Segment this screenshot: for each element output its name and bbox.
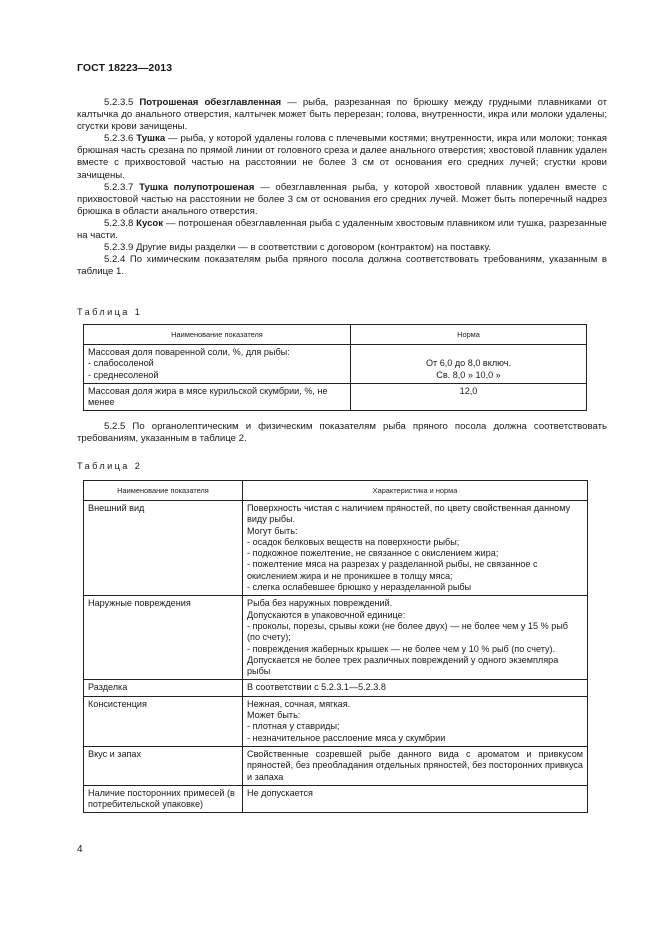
table-row <box>84 746 588 785</box>
table-header-row <box>84 325 587 345</box>
clause-5-2-5: 5.2.5 По органолептическим и физическим показателям рыба пряного посола должна соответствовать требованиям, указанным в таблице 2. <box>77 421 607 445</box>
clause-5-2-5-block <box>77 421 607 445</box>
table-row <box>84 501 588 596</box>
characteristic-cell: В соответствии с 5.2.3.1—5.2.3.8 <box>243 680 588 696</box>
table-2 <box>83 480 588 813</box>
term: Потрошеная обезглавленная <box>139 97 282 108</box>
indicator-cell: Вкус и запах <box>84 746 243 785</box>
table-row <box>84 596 588 680</box>
table-row <box>84 383 587 411</box>
indicator-cell: Наличие посторонних примесей (в потребительской упаковке) <box>84 785 243 813</box>
table1-caption: Таблица 1 <box>77 307 143 317</box>
term: Тушка <box>136 133 166 145</box>
norm-cell: От 6,0 до 8,0 включ. Св. 8,0 » 10,0 » <box>351 345 587 384</box>
clause-5-2-3-7: 5.2.3.7 Тушка полупотрошеная — обезглавленная рыба, у которой хвостовой плавник удален вместе с прихвостовой частью на расстоянии не более 3 см от основания его средних лучей. Может быть поперечный надрез брюшка в области анального отверстия. <box>77 181 607 217</box>
norm-cell: 12,0 <box>351 383 587 411</box>
indicator-cell: Внешний вид <box>84 501 243 596</box>
table-row <box>84 785 588 813</box>
indicator-cell: Массовая доля жира в мясе курильской скумбрии, %, не менее <box>84 383 351 411</box>
column-header-norm: Норма <box>351 325 587 345</box>
indicator-cell: Разделка <box>84 680 243 696</box>
indicator-cell: Наружные повреждения <box>84 596 243 680</box>
document-header: ГОСТ 18223—2013 <box>77 62 173 74</box>
table2-caption: Таблица 2 <box>77 461 143 471</box>
table-row <box>84 680 588 696</box>
table-1 <box>83 324 587 411</box>
indicator-cell: Массовая доля поваренной соли, %, для рыбы: - слабосоленой - среднесоленой <box>84 345 351 384</box>
clause-5-2-3-5: 5.2.3.5 Потрошеная обезглавленная — рыба, разрезанная по брюшку между грудными плавниками от калтычка до анального отверстия, калтычек может быть перерезан; голова, внутренности, икра или молоки удалены; сгустки крови зачищены. <box>77 97 608 133</box>
term: Тушка полупотрошеная <box>139 181 255 193</box>
characteristic-cell: Поверхность чистая с наличием пряностей, по цвету свойственная данному виду рыбы. Могут быть: - осадок белковых веществ на поверхности рыбы; - подкожное пожелтение, не связанное с окислением жира; - пожелтение мяса на разрезах у разделанной рыбы, не связанное с окислением жира и не проникшее в толщу мяса; - слегка ослабевшее брюшко у неразделанной рыбы <box>243 501 588 596</box>
characteristic-cell: Нежная, сочная, мягкая. Может быть: - плотная у ставриды; - незначительное расслоение мяса у скумбрии <box>243 696 588 746</box>
clause-5-2-4: 5.2.4 По химическим показателям рыба пряного посола должна соответствовать требованиям, указанным в таблице 1. <box>77 254 607 278</box>
characteristic-cell: Не допускается <box>243 785 588 813</box>
characteristic-cell: Рыба без наружных повреждений. Допускаются в упаковочной единице: - проколы, порезы, срывы кожи (не более двух) — не более чем у 15 % рыб (по счету); - повреждения жаберных крышек — не более чем у 10 % рыб (по счету). Допускается не более трех различных повреждений у одного экземпляра рыбы <box>243 596 588 680</box>
characteristic-cell: Свойственные созревшей рыбе данного вида с ароматом и привкусом пряностей, без преобладания отдельных пряностей, без посторонних привкуса и запаха <box>243 746 588 785</box>
clause-5-2-3-9: 5.2.3.9 Другие виды разделки — в соответствии с договором (контрактом) на поставку. <box>104 242 491 254</box>
table-row <box>84 696 588 746</box>
table-header-row <box>84 481 588 501</box>
clause-5-2-3-8: 5.2.3.8 Кусок — потрошеная обезглавленная рыба с удаленным хвостовым плавником или тушка, разрезанные на части. <box>77 217 607 242</box>
clauses-5-2-3 <box>77 97 607 278</box>
column-header-name: Наименование показателя <box>84 325 351 345</box>
indicator-cell: Консистенция <box>84 696 243 746</box>
term: Кусок <box>136 217 164 229</box>
clause-5-2-3-6: 5.2.3.6 Тушка — рыба, у которой удалены голова с плечевыми костями; внутренности, икра или молоки; тонкая брюшная часть срезана по прямой линии от головного среза и далее анального отверстия; хвостовой плавник удален вместе с прихвостовой частью на расстоянии не более 3 см от основания его средних лучей; сгустки крови зачищены. <box>77 133 607 181</box>
page-number: 4 <box>77 844 83 855</box>
column-header-characteristic: Характеристика и норма <box>243 481 588 501</box>
column-header-name: Наименование показателя <box>84 481 243 501</box>
table-row <box>84 345 587 384</box>
